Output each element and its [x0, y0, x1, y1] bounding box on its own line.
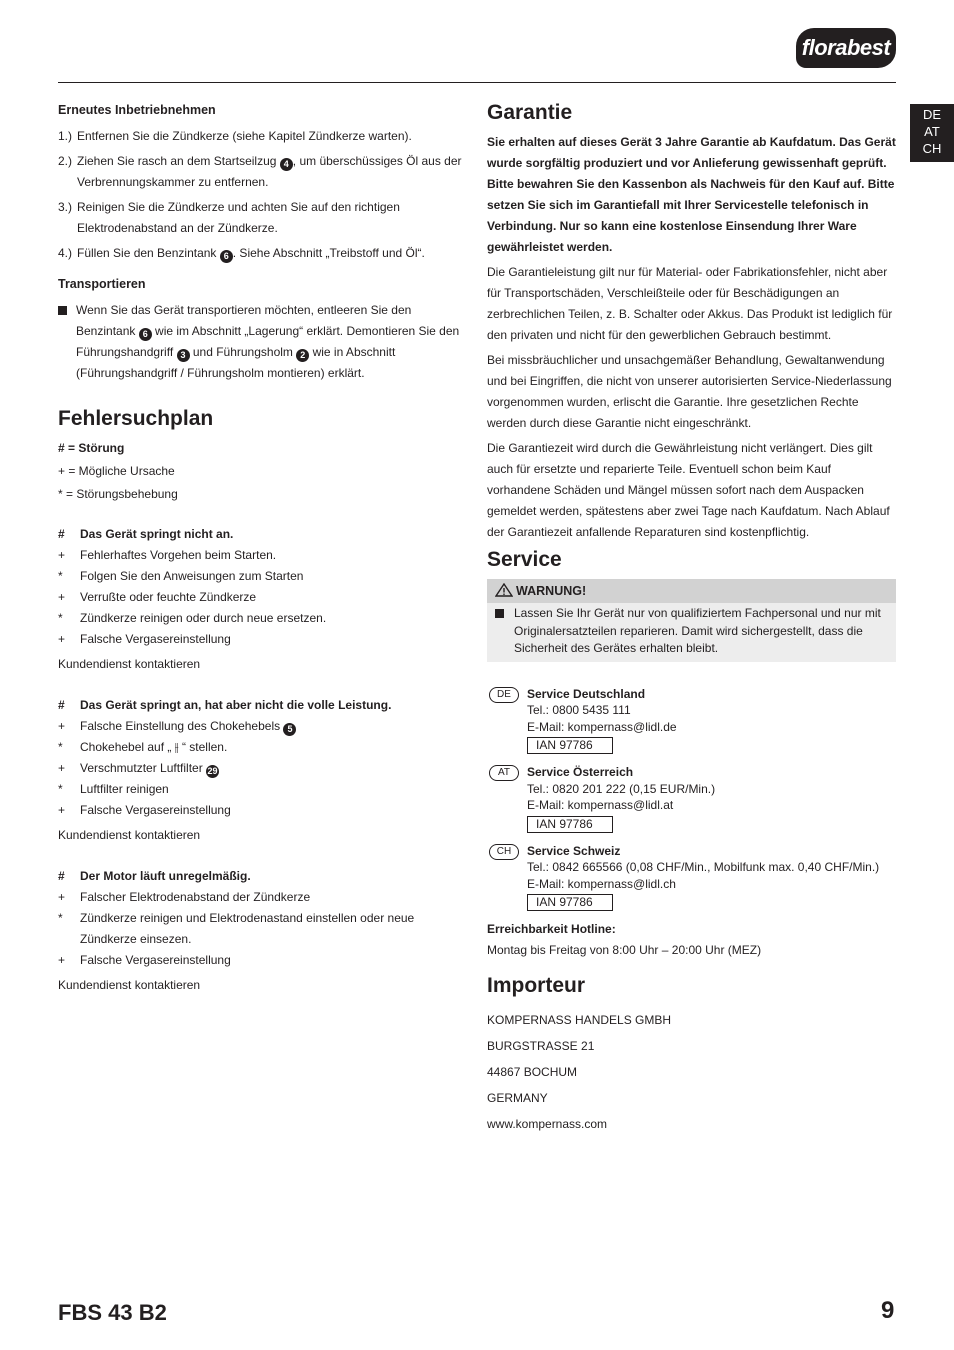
service-details [527, 686, 677, 755]
block-footer: Kundendienst kontaktieren [58, 657, 201, 671]
fault-row [58, 524, 463, 545]
part-ref-badge: 29 [207, 766, 218, 776]
row-text: Zündkerze reinigen oder durch neue ersetzen. [80, 611, 327, 625]
row-text: Falsche Vergasereinstellung [80, 803, 231, 817]
row-text: Fehlerhaftes Vorgehen beim Starten. [80, 548, 277, 562]
step-number: 4.) [58, 246, 73, 260]
restart-step [58, 126, 463, 147]
step-text-post: . Siehe Abschnitt „Treibstoff und Öl“. [232, 246, 425, 260]
warning-header [487, 579, 896, 603]
right-column [487, 100, 896, 1137]
cause-row [58, 587, 463, 608]
part-ref-badge: 6 [139, 328, 152, 341]
step-text: Entfernen Sie die Zündkerze (siehe Kapitel Zündkerze warten). [77, 129, 412, 143]
language-tab [910, 104, 954, 162]
row-text-main: Falsche Einstellung des Chokehebels [80, 719, 284, 733]
restart-step [58, 197, 463, 239]
hotline-title: Erreichbarkeit Hotline: [487, 922, 616, 936]
warning-body [487, 603, 896, 662]
restart-title: Erneutes Inbetriebnehmen [58, 103, 216, 117]
fault-title: Das Gerät springt nicht an. [80, 527, 234, 541]
warning-text: Lassen Sie Ihr Gerät nur von qualifiziertem Fachpersonal und nur mit Originalersatzteilen reparieren. Damit wird sichergestellt, dass die Sicherheit des Gerätes erhalten bleibt. [514, 606, 881, 655]
ian-box: IAN 97786 [527, 894, 613, 911]
step-text-pre: Füllen Sie den Benzintank [77, 246, 220, 260]
importer-website: www.kompernass.com [487, 1117, 608, 1131]
troubleshooting-title: Fehlersuchplan [58, 407, 214, 430]
row-symbol: + [58, 953, 66, 967]
row-text: Falsche Vergasereinstellung [80, 632, 231, 646]
cause-row [58, 758, 463, 779]
lang-ch: CH [922, 141, 942, 156]
step-text [77, 243, 463, 264]
fault-row [58, 695, 463, 716]
left-column [58, 100, 463, 996]
remedy-row [58, 737, 463, 758]
service-email: E-Mail: kompernass@lidl.de [527, 719, 677, 734]
block-footer: Kundendienst kontaktieren [58, 978, 201, 992]
row-text: Falsche Vergasereinstellung [80, 953, 231, 967]
service-title: Service [487, 548, 562, 571]
cause-row [58, 800, 463, 821]
warranty-paragraph: Die Garantiezeit wird durch die Gewährleistung nicht verlängert. Dies gilt auch für ersetzte und reparierte Teile. Eventuell schon beim Kauf vorhandene Schäden und Mängel müssen sofort nach dem Auspacken gemeldet werden, spätestens aber zwei Tage nach Kaufdatum. Nach Ablauf der Garantiezeit anfallende Reparaturen sind kostenpflichtig. [487, 441, 890, 539]
row-symbol: * [58, 611, 63, 625]
row-symbol: + [58, 803, 66, 817]
row-symbol: + [58, 890, 66, 904]
service-phone: Tel.: 0800 5435 111 [527, 703, 631, 717]
transport-item [58, 300, 463, 384]
restart-step [58, 151, 463, 193]
row-symbol: * [58, 569, 63, 583]
remedy-row [58, 779, 463, 800]
importer-title: Importeur [487, 974, 586, 997]
warning-box [487, 579, 896, 662]
service-contact [487, 843, 896, 912]
service-email: E-Mail: kompernass@lidl.at [527, 798, 674, 812]
importer-line: KOMPERNASS HANDELS GMBH [487, 1013, 672, 1027]
service-phone: Tel.: 0842 665566 (0,08 CHF/Min., Mobilfunk max. 0,40 CHF/Min.) [527, 860, 880, 874]
legend-line: # = Störung [58, 441, 125, 455]
step-text-pre: Ziehen Sie rasch an dem Startseilzug [77, 154, 280, 168]
importer-line: GERMANY [487, 1091, 548, 1105]
cause-row [58, 545, 463, 566]
importer-line: BURGSTRASSE 21 [487, 1039, 595, 1053]
service-name: Service Deutschland [527, 686, 646, 701]
part-ref-badge: 2 [296, 349, 309, 362]
fault-title: Der Motor läuft unregelmäßig. [80, 869, 251, 883]
ian-box: IAN 97786 [527, 816, 613, 833]
cause-row [58, 629, 463, 650]
warranty-title: Garantie [487, 101, 573, 124]
step-number: 2.) [58, 154, 73, 168]
row-symbol: + [58, 548, 66, 562]
part-ref-badge: 4 [280, 158, 293, 171]
service-phone: Tel.: 0820 201 222 (0,15 EUR/Min.) [527, 781, 716, 796]
country-flag-badge: DE [489, 687, 519, 703]
remedy-row [58, 566, 463, 587]
brand-logo: florabest [796, 28, 896, 68]
step-text-post: , um überschüssiges Öl aus der Verbrennungskammer zu entfernen. [77, 154, 462, 189]
bullet-square-icon [58, 306, 67, 315]
row-text [80, 758, 219, 779]
header-rule [58, 82, 896, 83]
service-details [527, 843, 879, 912]
row-symbol: * [58, 740, 63, 754]
service-contact [487, 686, 896, 755]
step-number: 1.) [58, 129, 73, 143]
warning-triangle-icon [495, 583, 513, 597]
warning-label: WARNUNG! [516, 584, 587, 598]
country-flag-badge: AT [489, 765, 519, 781]
transport-text [76, 300, 463, 384]
row-symbol: + [58, 590, 66, 604]
transport-text-b: wie im Abschnitt „Lagerung“ erklärt. Demontieren Sie den Führungshandgriff [76, 324, 460, 359]
fault-title: Das Gerät springt an, hat aber nicht die volle Leistung. [80, 698, 392, 712]
trouble-block [58, 524, 463, 675]
fault-symbol: # [58, 698, 65, 712]
importer-address [487, 1007, 896, 1137]
service-name: Service Schweiz [527, 843, 621, 858]
part-ref-badge: 6 [220, 250, 233, 263]
lang-de: DE [922, 107, 942, 122]
part-ref-badge: 5 [283, 723, 296, 736]
trouble-block [58, 866, 463, 996]
service-details [527, 764, 715, 833]
service-email: E-Mail: kompernass@lidl.ch [527, 876, 676, 891]
row-text [80, 716, 296, 737]
restart-step [58, 243, 463, 264]
remedy-row [58, 608, 463, 629]
page-number: 9 [881, 1297, 895, 1324]
row-text: Chokehebel auf „ ⫲ “ stellen. [80, 740, 228, 754]
transport-text-a: Wenn Sie das Gerät transportieren möchten, entleeren Sie den Benzintank [76, 303, 412, 338]
warranty-paragraph: Die Garantieleistung gilt nur für Material- oder Fabrikationsfehler, nicht aber für Transportschäden, Verschleißteile oder für Beschädigungen an zerbrechlichen Teilen, z. B. Schalter oder Akkus. Das Produkt ist lediglich für den privaten und nicht für den gewerblichen Gebrauch bestimmt. [487, 265, 893, 342]
row-text-main: Verschmutzter Luftfilter [80, 761, 207, 775]
importer-line: 44867 BOCHUM [487, 1065, 578, 1079]
row-symbol: + [58, 761, 66, 775]
row-symbol: + [58, 632, 66, 646]
row-text: Zündkerze reinigen und Elektrodenastand einstellen oder neue Zündkerze einsezen. [80, 911, 415, 946]
bullet-square-icon [495, 609, 504, 618]
legend-line: + = Mögliche Ursache [58, 464, 175, 478]
cause-row [58, 716, 463, 737]
fault-symbol: # [58, 869, 65, 883]
fault-symbol: # [58, 527, 65, 541]
transport-title: Transportieren [58, 277, 146, 291]
hotline-hours: Montag bis Freitag von 8:00 Uhr – 20:00 Uhr (MEZ) [487, 943, 762, 957]
row-symbol: + [58, 719, 66, 733]
service-contacts [487, 686, 896, 912]
part-ref-badge: 3 [177, 349, 190, 362]
row-symbol: * [58, 911, 63, 925]
service-contact [487, 764, 896, 833]
country-flag-badge: CH [489, 844, 519, 860]
cause-row [58, 887, 463, 908]
ian-box: IAN 97786 [527, 737, 613, 754]
warranty-intro: Sie erhalten auf dieses Gerät 3 Jahre Garantie ab Kaufdatum. Das Gerät wurde sorgfältig produziert und vor Anlieferung gewissenhaft geprüft. Bitte bewahren Sie den Kassenbon als Nachweis für den Kauf auf. Bitte setzen Sie sich im Garantiefall mit Ihrer Servicestelle telefonisch in Verbindung. Nur so kann eine kostenlose Einsendung Ihrer Ware gewährleistet werden. [487, 135, 896, 254]
step-text [77, 151, 463, 193]
row-text: Folgen Sie den Anweisungen zum Starten [80, 569, 304, 583]
row-text: Verrußte oder feuchte Zündkerze [80, 590, 257, 604]
model-number: FBS 43 B2 [58, 1300, 167, 1325]
trouble-block [58, 695, 463, 846]
row-text: Falscher Elektrodenabstand der Zündkerze [80, 890, 311, 904]
transport-text-d: wie in Abschnitt (Führungshandgriff / Führungsholm montieren) erklärt. [76, 345, 396, 380]
step-number: 3.) [58, 200, 73, 214]
row-symbol: * [58, 782, 63, 796]
legend-line: * = Störungsbehebung [58, 487, 178, 501]
cause-row [58, 950, 463, 971]
transport-text-c: und Führungsholm [189, 345, 297, 359]
step-text: Reinigen Sie die Zündkerze und achten Sie auf den richtigen Elektrodenabstand an der Zündkerze. [77, 200, 400, 235]
service-name: Service Österreich [527, 765, 634, 779]
row-text: Luftfilter reinigen [80, 782, 169, 796]
remedy-row [58, 908, 463, 950]
lang-at: AT [924, 124, 940, 139]
block-footer: Kundendienst kontaktieren [58, 828, 201, 842]
warranty-paragraph: Bei missbräuchlicher und unsachgemäßer Behandlung, Gewaltanwendung und bei Eingriffen, die nicht von unserer autorisierten Service-Niederlassung vorgenommen wurden, erlischt die Garantie. Ihre gesetzlichen Rechte werden durch diese Garantie nicht eingeschränkt. [487, 353, 892, 430]
fault-row [58, 866, 463, 887]
